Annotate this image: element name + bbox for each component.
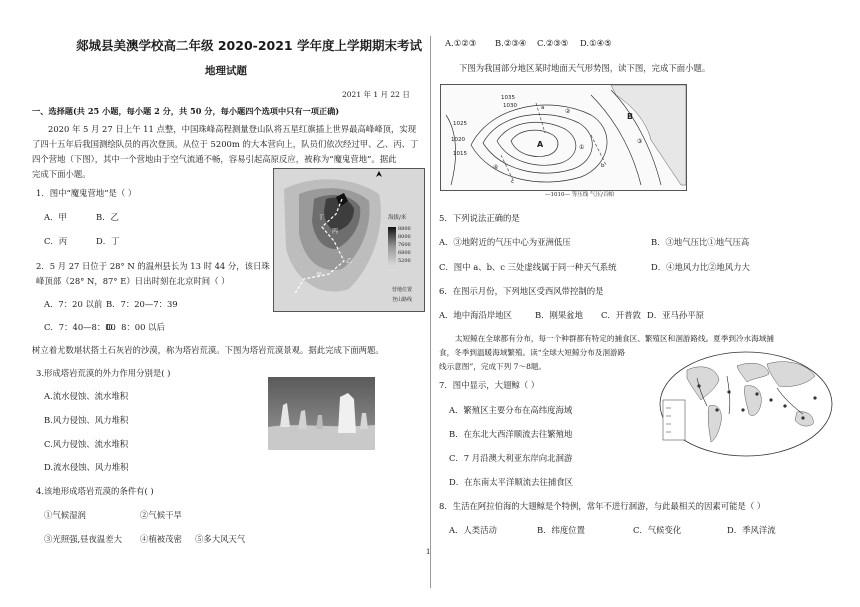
sand-intro: 树立着尤数堪状搭土石灰岩的沙漠，称为塔岩荒漠。下图为塔岩荒漠景观。据此完成下面两题。 <box>32 345 384 355</box>
q4-stem: 4.该地形成塔岩荒漠的条件有( ) <box>36 486 154 496</box>
legend-value-5: 5200 <box>398 258 411 264</box>
weather-legend: —1010— 等压线 气压/百帕 <box>545 192 614 198</box>
q3-option-b: B.风力侵蚀、风力堆积 <box>44 415 129 425</box>
q4-option-c: C.②③⑤ <box>537 38 569 48</box>
legend-value-1: 8800 <box>398 226 411 232</box>
elevation-legend-bar <box>388 227 396 267</box>
q2-option-a: A．7：20 以前 <box>44 299 103 309</box>
legend-value-2: 8000 <box>398 234 411 240</box>
q4-item-3: ③光照强,昼夜温差大 <box>44 534 123 544</box>
intro-line-3: 四个营地（下图），其中一个营地由于空气流通不畅，容易引起高原反应，被称为“魔鬼营地”。据此 <box>32 154 397 164</box>
whale-migration-map <box>657 348 835 460</box>
q8-option-b: B．纬度位置 <box>537 525 586 535</box>
svg-text:c: c <box>511 179 515 185</box>
q1-option-b: B．乙 <box>96 212 119 222</box>
exam-title: 郯城县美澳学校高二年级 2020-2021 学年度上学期期末考试 <box>76 38 422 53</box>
q4-item-2: ②气候干旱 <box>140 510 182 520</box>
q4-option-a: A.①②③ <box>445 38 477 48</box>
q3-option-a: A.流水侵蚀、流水堆积 <box>44 391 129 401</box>
q1-option-c: C．丙 <box>44 236 68 246</box>
svg-text:1025: 1025 <box>453 121 467 127</box>
q5-option-c: C．图中 a、b、c 三处虚线属于同一种天气系统 <box>439 262 617 272</box>
q2-option-d: D．8：00 以后 <box>106 322 165 332</box>
q5-stem: 5．下列说法正确的是 <box>439 213 520 223</box>
q4-item-5: ⑤多大风天气 <box>195 534 246 544</box>
exam-date: 2021 年 1 月 22 日 <box>342 90 410 99</box>
svg-text:甲: 甲 <box>316 272 323 279</box>
q2-option-b: B．7：20—7：39 <box>106 299 178 309</box>
q5-option-a: A．③地附近的气压中心为亚洲低压 <box>439 237 571 247</box>
q4-item-4: ④植被茂密 <box>140 534 182 544</box>
legend-route-label: 登山路线 <box>392 297 413 303</box>
q3-option-d: D.流水侵蚀、风力堆积 <box>44 462 129 472</box>
svg-text:②: ② <box>565 108 571 115</box>
desert-photo <box>268 377 375 450</box>
q5-option-d: D．④地风力比②地风力大 <box>651 262 750 272</box>
legend-value-4: 6800 <box>398 250 411 256</box>
q6-option-c: C．开普敦 <box>601 310 641 320</box>
legend-title: 海拔/米 <box>388 215 407 221</box>
q5-option-b: B．③地气压比①地气压高 <box>651 237 750 247</box>
svg-text:③: ③ <box>637 138 643 145</box>
svg-text:1035: 1035 <box>501 95 515 101</box>
intro-line-2: 了四十五年后我国测绘队员的再次登顶。从位于 5200m 的大本营向上，队员们依次经过甲、乙、丙、丁 <box>32 139 419 149</box>
q6-option-a: A．地中海沿岸地区 <box>439 310 513 320</box>
q4-option-d: D.①④⑤ <box>580 38 612 48</box>
exam-subtitle: 地理试题 <box>205 65 247 77</box>
svg-text:1020: 1020 <box>451 137 465 143</box>
intro-line-1: 2020 年 5 月 27 日上午 11 点整，中国珠峰高程测量登山队将五星红旗插上世界最高峰峰顶，实现 <box>48 124 417 134</box>
whale-intro-line-3: 线示意图”，完成下列 7～8题。 <box>439 362 547 371</box>
q6-option-d: D．亚马孙平原 <box>647 310 704 320</box>
svg-text:B: B <box>627 112 634 121</box>
everest-camp-map <box>273 168 425 312</box>
weather-map <box>440 84 687 191</box>
q8-option-c: C．气候变化 <box>633 525 682 535</box>
q4-option-b: B.②③④ <box>495 38 527 48</box>
whale-intro-line-2: 食，冬季到温暖海域繁殖。读“全球大短鲸分布及洄游路 <box>439 348 626 357</box>
svg-text:④: ④ <box>493 164 499 171</box>
q4-item-1: ①气候湿润 <box>44 510 86 520</box>
desert-photo-svg <box>268 377 375 450</box>
q3-stem: 3.形成塔岩荒漠的外力作用分别是( ) <box>36 368 171 378</box>
svg-text:丁: 丁 <box>318 214 325 221</box>
q2-stem-line-1: 2．5 月 27 日位于 28° N 的温州县长为 13 时 44 分，该日珠 <box>36 261 270 271</box>
page-number: 1 <box>426 548 431 556</box>
q8-option-d: D．季风洋流 <box>727 525 776 535</box>
whale-intro-line-1: 太短鲸在全球都有分布，每一个种群都有特定的捕食区、繁殖区和洄游路线。夏季到冷水海域捕 <box>455 334 774 343</box>
intro-line-4: 完成下面小题。 <box>32 169 91 179</box>
q6-option-b: B．刚果盆地 <box>535 310 584 320</box>
q1-option-a: A．甲 <box>44 212 67 222</box>
svg-text:丙: 丙 <box>332 228 339 235</box>
q8-stem: 8．生活在阿拉伯海的大翅鲸是个特例，常年不进行洄游，与此最相关的因素可能是（ ） <box>439 501 766 511</box>
svg-text:b: b <box>601 163 605 169</box>
section-heading: 一、选择题(共 25 小题，每小题 2 分，共 50 分，每小题四个选项中只有一项正确) <box>32 106 340 116</box>
svg-text:1030: 1030 <box>503 103 517 109</box>
svg-text:乙: 乙 <box>346 258 353 265</box>
column-divider <box>430 36 431 588</box>
q6-stem: 6．在图示月份，下列地区受西风带控制的是 <box>439 286 604 296</box>
q2-option-c: C．7：40—8：00 <box>44 322 116 332</box>
q7-option-c: C．7 月沿澳大利亚东岸向北洄游 <box>449 453 573 463</box>
q7-option-a: A．繁殖区主要分布在高纬度海域 <box>449 405 573 415</box>
weather-intro: 下图为我国部分地区某时地面天气形势图，读下图，完成下面小题。 <box>459 63 711 73</box>
q7-option-b: B．在东北大西洋顺流去往繁殖地 <box>449 429 573 439</box>
svg-text:A: A <box>537 140 544 149</box>
q1-option-d: D．丁 <box>96 236 120 246</box>
q7-option-d: D．在东南太平洋顺流去往捕食区 <box>449 477 573 487</box>
weather-map-svg <box>441 85 686 190</box>
q7-stem: 7．图中显示，大翅鲸（ ） <box>439 380 540 390</box>
q3-option-c: C.风力侵蚀、流水堆积 <box>44 439 129 449</box>
whale-map-svg <box>657 348 835 460</box>
q8-option-a: A．人类活动 <box>449 525 497 535</box>
q1-stem: 1．图中“魔鬼营地”是（ ） <box>36 188 137 198</box>
legend-camp-label: 营地位置 <box>392 287 413 293</box>
svg-text:①: ① <box>579 144 585 151</box>
svg-text:a: a <box>541 105 545 111</box>
legend-value-3: 7600 <box>398 242 411 248</box>
svg-text:1015: 1015 <box>453 151 467 157</box>
q2-stem-line-2: 峰顶部（28° N，87° E）日出时刻在北京时间（ ） <box>36 276 230 286</box>
